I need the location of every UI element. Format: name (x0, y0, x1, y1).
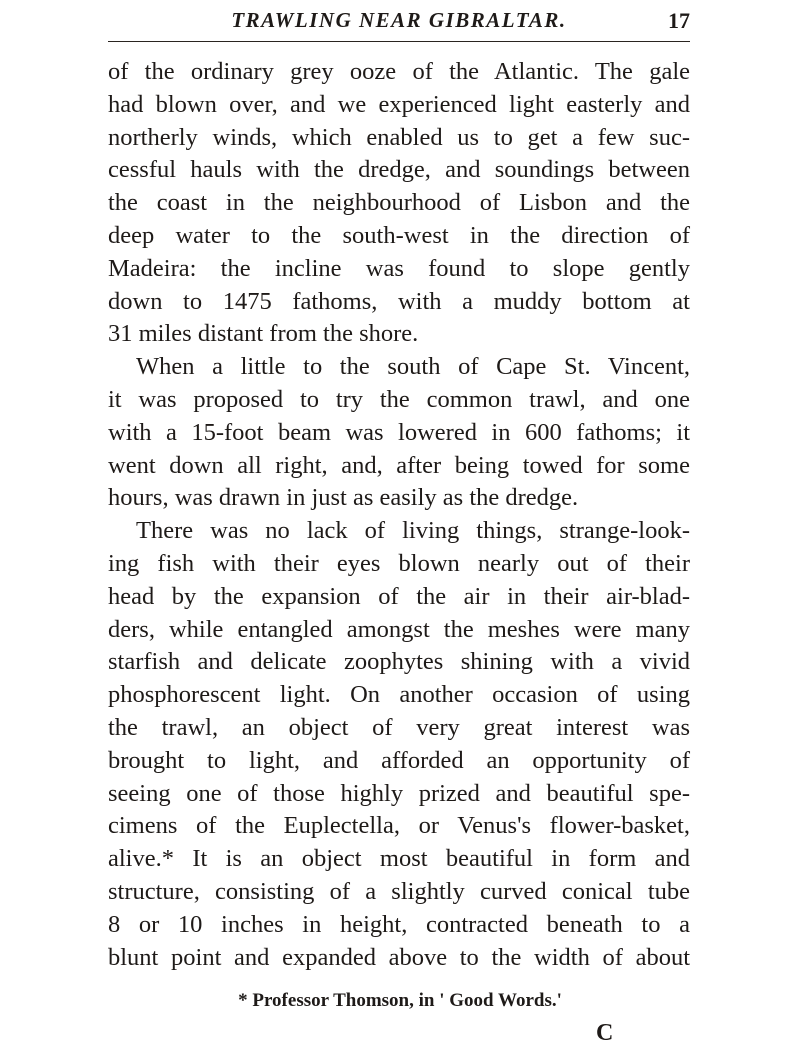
text-line: ing fish with their eyes blown nearly out of their (108, 549, 690, 577)
header-rule (108, 41, 690, 42)
text-line: structure, consisting of a slightly curved conical tube (108, 877, 690, 905)
text-line: northerly winds, which enabled us to get a few suc- (108, 123, 690, 151)
text-line: went down all right, and, after being towed for some (108, 451, 690, 479)
text-line: had blown over, and we experienced light easterly and (108, 90, 690, 118)
text-line: blunt point and expanded above to the width of about (108, 943, 690, 971)
text-line: 31 miles distant from the shore. (108, 320, 419, 348)
text-line: hours, was drawn in just as easily as the dredge. (108, 484, 579, 512)
text-line: head by the expansion of the air in their air-blad- (108, 582, 690, 610)
text-line: down to 1475 fathoms, with a muddy bottom at (108, 287, 690, 315)
text-line: 8 or 10 inches in height, contracted beneath to a (108, 910, 690, 938)
text-line: alive.* It is an object most beautiful in form and (108, 845, 690, 873)
text-line: of the ordinary grey ooze of the Atlantic. The gale (108, 58, 690, 85)
paragraph-2 (108, 351, 690, 515)
running-title: TRAWLING NEAR GIBRALTAR. (231, 8, 567, 32)
text-line: phosphorescent light. On another occasion of using (108, 681, 690, 709)
text-line: ders, while entangled amongst the meshes were many (108, 615, 690, 643)
page-header (108, 8, 690, 38)
text-line: When a little to the south of Cape St. Vincent, (136, 353, 690, 381)
text-line: the coast in the neighbourhood of Lisbon and the (108, 189, 690, 217)
paragraph-1 (108, 56, 690, 351)
body-text (108, 56, 690, 974)
signature-mark: C (596, 1020, 614, 1046)
text-line: starfish and delicate zoophytes shining with a vivid (108, 648, 690, 676)
text-line: cessful hauls with the dredge, and soundings between (108, 156, 690, 184)
footnote: * Professor Thomson, in ' Good Words.' (238, 990, 562, 1011)
text-line: Madeira: the incline was found to slope gently (108, 254, 690, 282)
text-line: cimens of the Euplectella, or Venus's flower-basket, (108, 812, 690, 840)
text-line: brought to light, and afforded an opportunity of (108, 746, 690, 774)
text-line: seeing one of those highly prized and beautiful spe- (108, 779, 690, 807)
text-line: the trawl, an object of very great interest was (108, 713, 690, 741)
text-line: There was no lack of living things, strange-look- (136, 517, 690, 545)
paragraph-3 (108, 515, 690, 974)
text-line: with a 15-foot beam was lowered in 600 fathoms; it (108, 418, 690, 446)
text-line: it was proposed to try the common trawl, and one (108, 385, 690, 413)
text-line: deep water to the south-west in the direction of (108, 221, 690, 249)
page-number: 17 (668, 8, 690, 33)
